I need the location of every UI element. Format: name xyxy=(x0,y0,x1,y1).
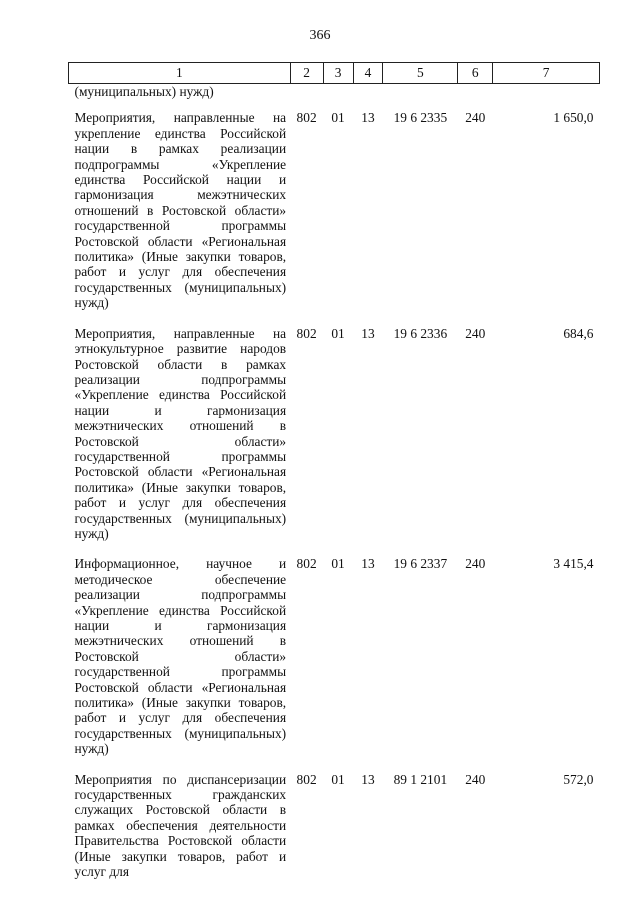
row-target-article: 19 6 2337 xyxy=(393,556,448,572)
row-expense-type: 240 xyxy=(465,771,486,787)
header-col-2: 2 xyxy=(290,63,323,84)
row-expense-type: 240 xyxy=(465,556,486,572)
table-row xyxy=(69,556,600,771)
header-col-3: 3 xyxy=(323,63,353,84)
row-amount: 3 415,4 xyxy=(553,556,594,572)
row-description: Мероприятия, направленные на укрепление единства Российской нации в рамках реализации подпрограммы «Укрепление единства Российской нации и гармонизация межэтнических отношений в Ростовской области» государственной программы Ростовской области «Региональная политика» (Иные закупки товаров, работ и услуг для обеспечения государственных (муниципальных) нужд) xyxy=(74,110,287,311)
row-subsection-code: 13 xyxy=(361,110,375,126)
row-description: Информационное, научное и методическое обеспечение реализации подпрограммы «Укрепление единства Российской нации и гармонизация межэтнических отношений в Ростовской области» государственной программы Ростовской области «Региональная политика» (Иные закупки товаров, работ и услуг для обеспечения государственных (муниципальных) нужд) xyxy=(74,556,287,757)
row-target-article: 19 6 2336 xyxy=(393,325,448,341)
row-amount: 1 650,0 xyxy=(553,110,594,126)
row-amount: 684,6 xyxy=(563,325,594,341)
row-subsection-code: 13 xyxy=(361,325,375,341)
row-ministry-code: 802 xyxy=(296,771,317,787)
page-number: 366 xyxy=(309,28,331,43)
row-expense-type: 240 xyxy=(465,110,486,126)
row-expense-type: 240 xyxy=(465,325,486,341)
continuation-row xyxy=(69,84,600,111)
row-section-code: 01 xyxy=(331,771,345,787)
continuation-text: (муниципальных) нужд) xyxy=(74,84,214,99)
row-target-article: 19 6 2335 xyxy=(393,110,448,126)
row-target-article: 89 1 2101 xyxy=(393,771,448,787)
header-col-7: 7 xyxy=(493,63,600,84)
row-subsection-code: 13 xyxy=(361,556,375,572)
header-col-5: 5 xyxy=(383,63,458,84)
row-section-code: 01 xyxy=(331,110,345,126)
header-col-6: 6 xyxy=(458,63,493,84)
header-col-4: 4 xyxy=(353,63,383,84)
row-description: Мероприятия, направленные на этнокультурное развитие народов Ростовской области в рамках реализации подпрограммы «Укрепление единства Российской нации и гармонизация межэтнических отношений в Ростовской области» государственной программы Ростовской области «Региональная политика» (Иные закупки товаров, работ и услуг для обеспечения государственных (муниципальных) нужд) xyxy=(74,325,287,541)
row-section-code: 01 xyxy=(331,325,345,341)
row-amount: 572,0 xyxy=(563,771,594,787)
header-row xyxy=(69,63,600,84)
header-col-1: 1 xyxy=(69,63,291,84)
table-row xyxy=(69,110,600,325)
row-ministry-code: 802 xyxy=(296,110,317,126)
row-ministry-code: 802 xyxy=(296,556,317,572)
table-row xyxy=(69,772,600,895)
row-subsection-code: 13 xyxy=(361,771,375,787)
row-section-code: 01 xyxy=(331,556,345,572)
row-ministry-code: 802 xyxy=(296,325,317,341)
table-row xyxy=(69,326,600,557)
row-description: Мероприятия по диспансеризации государственных гражданских служащих Ростовской области в рамках обеспечения деятельности Правительства Ростовской области (Иные закупки товаров, работ и услуг для xyxy=(74,771,287,880)
budget-table xyxy=(68,62,600,895)
